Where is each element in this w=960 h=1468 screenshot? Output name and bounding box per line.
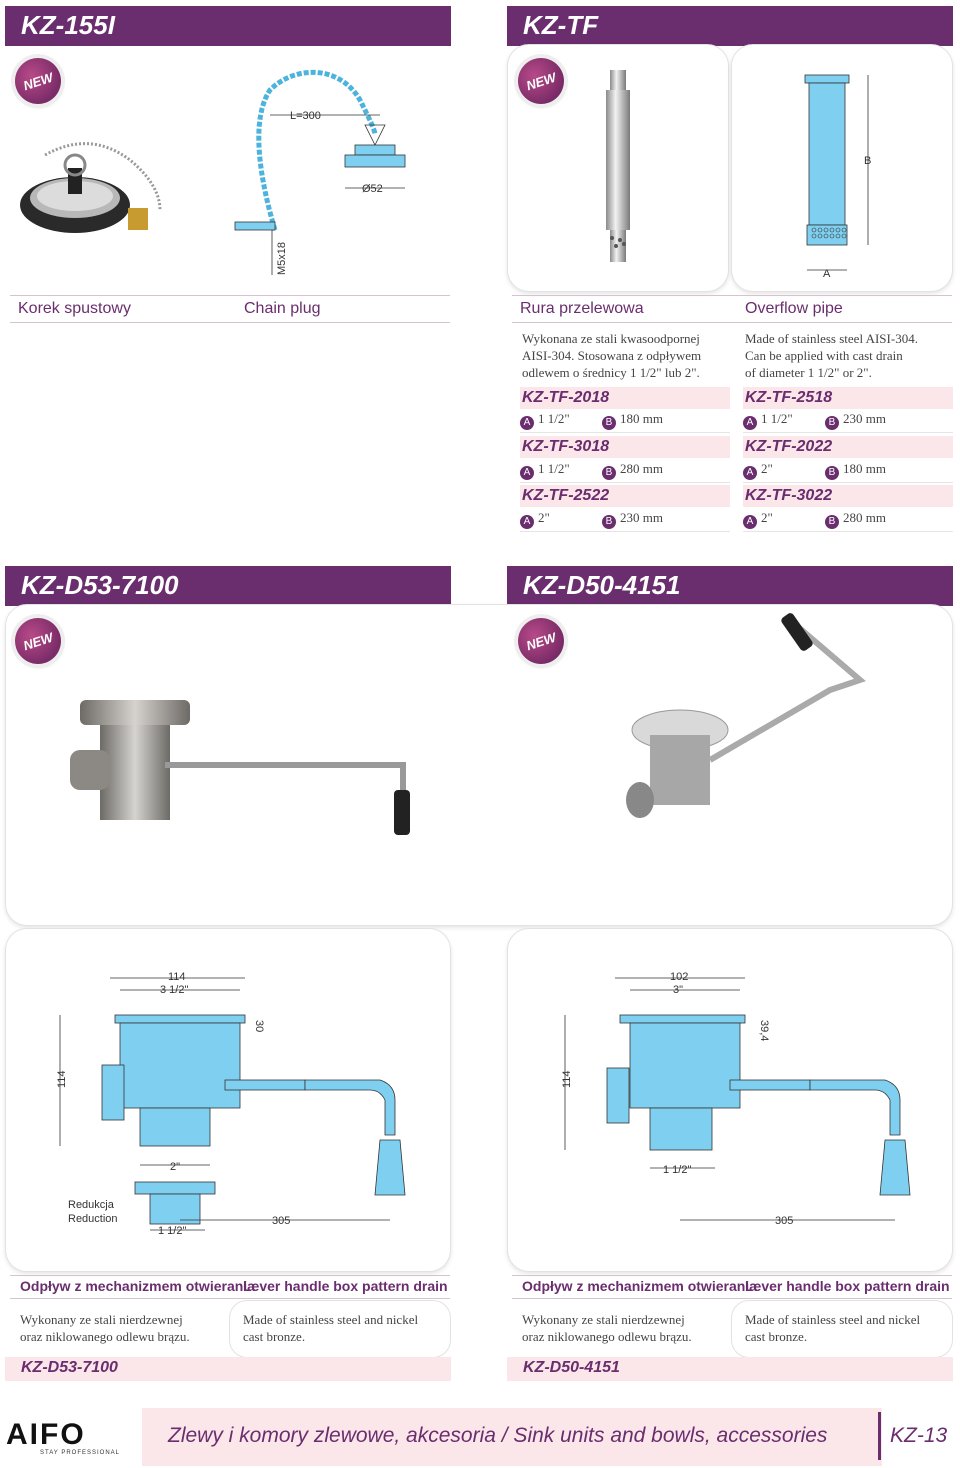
kztf-desc-pl: Wykonana ze stali kwasoodpornej AISI-304. Stosowana z odpływem odlewem o średnicy 1 1/2" lub 2". [522, 331, 702, 380]
kz155-header: KZ-155I [5, 6, 451, 46]
d50-dim-height: 114 [561, 1070, 573, 1088]
overflow-pipe-photo [590, 70, 650, 270]
d50-dim-width-mm: 102 [670, 971, 689, 983]
d50-dim-lever: 305 [775, 1215, 794, 1227]
aifo-logo: AIFO [6, 1418, 86, 1451]
chain-plug-drawing [10, 60, 450, 290]
dim-a: A [823, 268, 831, 280]
model-row: KZ-TF-3022 [743, 485, 953, 507]
footer-category: Zlewy i komory zlewowe, akcesoria / Sink units and bowls, accessories [168, 1424, 828, 1447]
chain-plug-line-drawing [235, 72, 405, 230]
d53-drain-photo [60, 690, 420, 840]
d53-dim-width-in: 3 1/2" [160, 984, 189, 996]
chain-plug-photo [20, 144, 160, 233]
kz155-title-pl: Korek spustowy [18, 300, 131, 317]
page-footer [0, 1408, 960, 1468]
d53-dim-width-mm: 114 [168, 971, 186, 983]
d50-desc-pl: Wykonany ze stali nierdzewnej oraz niklowanego odlewu brązu. [522, 1312, 692, 1344]
d53-dim-reduction: 1 1/2" [158, 1225, 187, 1237]
new-badge-kztf: NEW [512, 52, 570, 110]
d53-dim-top: 30 [253, 1020, 265, 1033]
kztf-desc-en: Made of stainless steel AISI-304. Can be applied with cast drain of diameter 1 1/2" or 2". [745, 331, 918, 380]
kztf-title-pl: Rura przelewowa [520, 300, 644, 317]
d50-dim-outlet: 1 1/2" [663, 1164, 692, 1176]
new-badge-d53: NEW [9, 612, 67, 670]
page-number: KZ-13 [890, 1424, 948, 1447]
d50-title-pl: Odpływ z mechanizmem otwierania [522, 1278, 757, 1294]
overflow-pipe-drawing [790, 70, 900, 285]
d53-desc-en: Made of stainless steel and nickel cast bronze. [243, 1312, 419, 1344]
model-row: KZ-TF-2518 [743, 387, 953, 409]
d53-desc-pl: Wykonany ze stali nierdzewnej oraz niklowanego odlewu brązu. [20, 1312, 190, 1344]
d50-header: KZ-D50-4151 [507, 566, 953, 606]
model-row: KZ-TF-3018 [520, 436, 730, 458]
d50-drain-photo [620, 610, 880, 840]
d50-technical-drawing [525, 960, 945, 1240]
kz155-title-en: Chain plug [244, 300, 321, 317]
d53-reduction-pl: Redukcja [68, 1199, 114, 1211]
d53-reduction-en: Reduction [68, 1213, 118, 1225]
dim-b: B [864, 155, 872, 167]
d50-footer-model: KZ-D50-4151 [507, 1357, 953, 1381]
model-row: KZ-TF-2022 [743, 436, 953, 458]
dim-diameter: Ø52 [362, 183, 383, 195]
d53-footer-model: KZ-D53-7100 [5, 1357, 451, 1381]
d53-dim-height: 114 [56, 1070, 68, 1088]
d53-dim-outlet: 2" [170, 1161, 181, 1173]
d53-dim-lever: 305 [272, 1215, 291, 1227]
d50-dim-width-in: 3" [673, 984, 684, 996]
d53-header: KZ-D53-7100 [5, 566, 451, 606]
aifo-tagline: STAY PROFESSIONAL [40, 1450, 121, 1456]
kztf-title-en: Overflow pipe [745, 300, 843, 317]
dim-thread: M5x18 [276, 241, 288, 275]
d53-title-pl: Odpływ z mechanizmem otwierania [20, 1278, 255, 1294]
new-badge-kz155: NEW [9, 52, 67, 110]
d50-dim-top: 39,4 [758, 1020, 770, 1042]
dim-length: L=300 [290, 110, 321, 122]
model-row: KZ-TF-2522 [520, 485, 730, 507]
kztf-header: KZ-TF [507, 6, 953, 46]
d50-desc-en: Made of stainless steel and nickel cast bronze. [745, 1312, 921, 1344]
d50-title-en: Lever handle box pattern drain [745, 1278, 950, 1294]
model-row: KZ-TF-2018 [520, 387, 730, 409]
new-badge-d50: NEW [512, 612, 570, 670]
d53-technical-drawing [20, 960, 440, 1240]
d53-title-en: Lever handle box pattern drain [243, 1278, 448, 1294]
